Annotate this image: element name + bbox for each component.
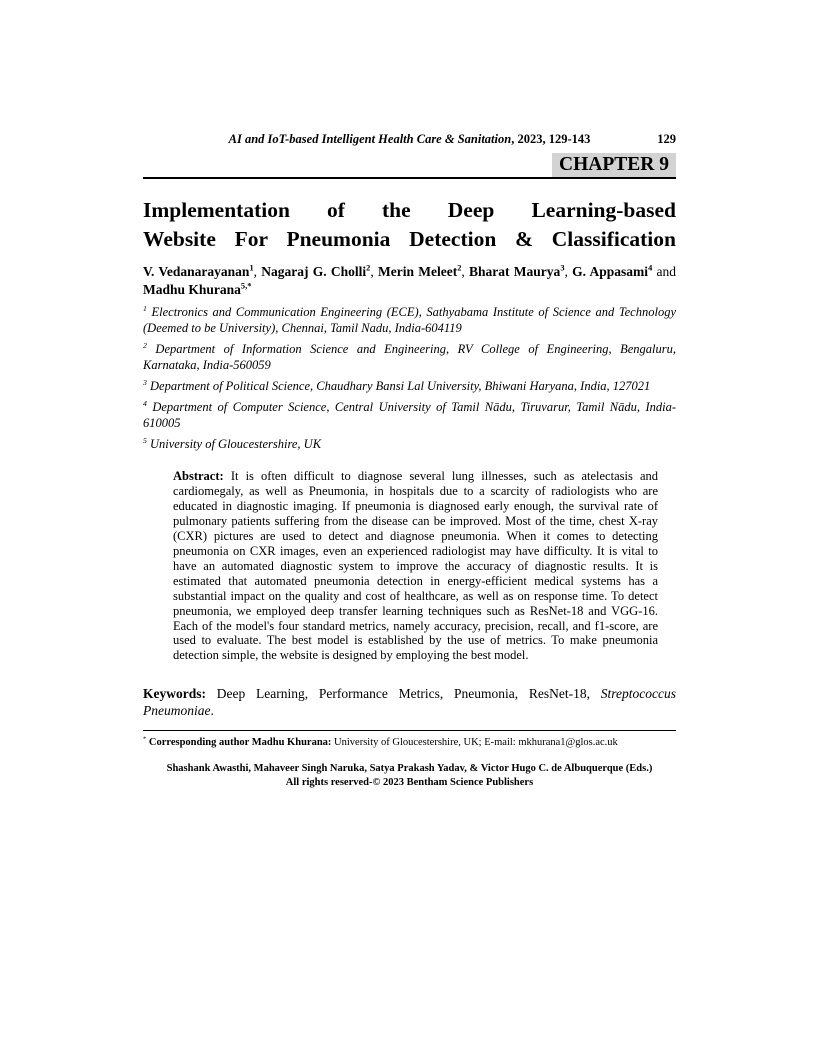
affiliation-2 <box>143 341 676 373</box>
imprint-rights: All rights reserved-© 2023 Bentham Science Publishers <box>285 777 534 789</box>
affiliation-3 <box>143 378 676 394</box>
page-number: 129 <box>657 132 676 146</box>
affiliation-marker: 2 <box>143 341 147 351</box>
author: V. Vedanarayanan$^1$, <box>143 263 262 280</box>
affiliation-marker: 4 <box>143 399 147 409</box>
author-affiliation-marker: 1 <box>249 263 254 273</box>
author: Merin Meleet$^2$, <box>378 263 470 280</box>
chapter-label: CHAPTER 9 <box>552 153 676 177</box>
affiliation-text: University of Gloucestershire, UK <box>150 437 322 452</box>
author-affiliation-marker: 2 <box>366 263 371 273</box>
footnote-rule <box>143 730 676 731</box>
running-head-book-title: AI and IoT-based Intelligent Health Care & Sanitation <box>228 132 512 146</box>
header-rule <box>143 177 676 179</box>
chapter-banner-row <box>143 153 676 177</box>
keywords <box>143 685 676 719</box>
running-head-citation: , 2023, 129-143 <box>511 132 591 146</box>
article-title-line-2: Website For Pneumonia Detection & Classification <box>143 227 676 252</box>
running-head <box>143 132 676 147</box>
affiliation-marker: 1 <box>143 304 147 314</box>
author-affiliation-marker: 4 <box>648 263 653 273</box>
page-content <box>143 132 676 790</box>
footnote-marker: * <box>143 735 147 743</box>
affiliation-text: Electronics and Communication Engineering (ECE), Sathyabama Institute of Science and Technology (Deemed to be University), Chennai, Tamil Nadu, India-604119 <box>143 305 677 336</box>
keywords-italic-term: Streptococcus Pneumoniae <box>143 686 676 719</box>
author: Nagaraj G. Cholli$^2$, <box>261 263 378 280</box>
keywords-plain: Deep Learning, Performance Metrics, Pneumonia, ResNet-18, <box>206 686 601 702</box>
affiliation-text: Department of Information Science and Engineering, RV College of Engineering, Bengaluru, Karnataka, India-560059 <box>143 342 677 373</box>
keywords-label: Keywords: <box>143 686 206 702</box>
abstract-body: It is often difficult to diagnose several lung illnesses, such as atelectasis and cardiomegaly, as well as Pneumonia, in hospitals due to a scarcity of radiologists who are educated in diagnostic imaging. If pneumonia is diagnosed early enough, the survival rate of pulmonary patients suffering from the disease can be improved. Most of the time, chest X-ray (CXR) pictures are used to detect and diagnose pneumonia. When it comes to detecting pneumonia on CXR images, even an experienced radiologist may have difficulty. It is vital to have an automated diagnostic system to improve the accuracy of diagnostic results. It is estimated that automated pneumonia detection in energy-efficient medical systems has a substantial impact on the quality and cost of healthcare, as well as on response time. To detect pneumonia, we employed deep transfer learning techniques such as ResNet-18 and VGG-16. Each of the model's four standard metrics, namely accuracy, precision, recall, and f1-score, are used to evaluate. The best model is established by the use of metrics. To make pneumonia detection simple, the website is designed by employing the best model. <box>173 469 658 663</box>
footnote-bold: Corresponding author Madhu Khurana: <box>148 737 332 749</box>
affiliation-marker: 5 <box>143 436 147 446</box>
affiliation-marker: 3 <box>143 378 147 388</box>
author: Madhu Khurana$^{5,*}$ <box>143 281 252 298</box>
footnote-rest: University of Gloucestershire, UK; E-mail: mkhurana1@glos.ac.uk <box>331 737 618 749</box>
author-affiliation-marker: 5,* <box>240 281 252 291</box>
article-title-line-1: Implementation of the Deep Learning-based <box>143 198 676 223</box>
corresponding-author-footnote <box>143 736 676 749</box>
keywords-terminator: . <box>210 703 214 719</box>
abstract <box>173 469 658 663</box>
author-line <box>143 263 676 299</box>
author: Bharat Maurya$^3$, <box>469 263 573 280</box>
affiliation-5 <box>143 436 676 452</box>
affiliation-text: Department of Computer Science, Central University of Tamil Nādu, Tiruvarur, Tamil Nādu, India-610005 <box>143 400 677 431</box>
affiliation-4 <box>143 399 676 431</box>
author-affiliation-marker: 3 <box>560 263 565 273</box>
author: G. Appasami$^4$ and <box>572 263 677 280</box>
article-title <box>143 196 676 254</box>
abstract-label: Abstract: <box>173 469 224 484</box>
imprint-editors: Shashank Awasthi, Mahaveer Singh Naruka, Satya Prakash Yadav, & Victor Hugo C. de Albuquerque (Eds.) <box>166 763 653 775</box>
publisher-imprint <box>143 762 676 790</box>
author-affiliation-marker: 2 <box>457 263 462 273</box>
affiliation-text: Department of Political Science, Chaudhary Bansi Lal University, Bhiwani Haryana, India, 127021 <box>150 379 651 394</box>
affiliation-1 <box>143 304 676 336</box>
